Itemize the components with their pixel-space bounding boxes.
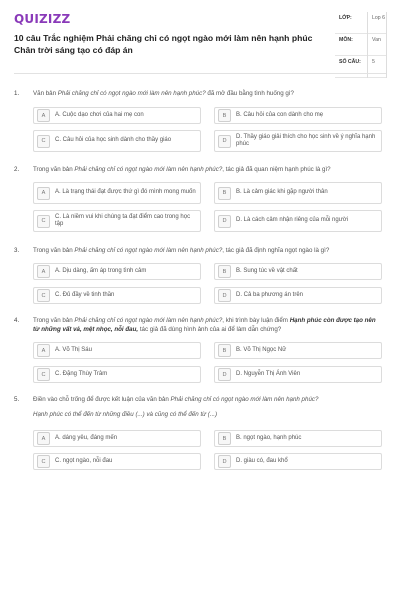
option-a[interactable] — [33, 182, 201, 204]
option-d[interactable] — [214, 130, 382, 152]
option-d[interactable] — [214, 287, 382, 304]
option-text: B. Võ Thị Ngọc Nữ — [236, 346, 287, 353]
option-c[interactable] — [33, 453, 201, 470]
option-c[interactable] — [33, 366, 201, 383]
question-text-part: đã mở đầu bằng tình huống gì? — [205, 90, 295, 97]
option-text: B. Là cảm giác khi gặp người thân — [236, 189, 328, 196]
option-letter: C — [37, 215, 50, 228]
option-letter: B — [218, 109, 231, 122]
question-text — [33, 90, 378, 99]
option-text: D. Cả ba phương án trên — [236, 291, 303, 298]
option-text: C. Câu hỏi của học sinh dành cho thầy giáo — [55, 137, 172, 144]
option-a[interactable] — [33, 107, 201, 124]
option-a[interactable] — [33, 263, 201, 280]
meta-class-label: LỚP: — [339, 15, 352, 21]
option-letter: A — [37, 187, 50, 200]
option-letter: B — [218, 187, 231, 200]
option-c[interactable] — [33, 210, 201, 232]
question-text-part: Phải chăng chỉ có ngọt ngào mới làm nên hạnh phúc? — [74, 166, 223, 173]
meta-class-row — [335, 12, 387, 34]
question-text-part: , tác giả đã định nghĩa ngọt ngào là gì? — [222, 247, 330, 254]
question-text — [33, 396, 378, 405]
question-text — [33, 247, 378, 256]
option-b[interactable] — [214, 430, 382, 447]
option-c[interactable] — [33, 130, 201, 152]
option-d[interactable] — [214, 453, 382, 470]
question-text-part: Điền vào chỗ trống để được kết luận của văn bản — [33, 396, 171, 403]
option-text: D. Là cách cảm nhận riêng của mỗi người — [236, 217, 349, 224]
question-number: 5. — [14, 396, 20, 403]
option-text: D. giàu có, đau khổ — [236, 457, 288, 464]
option-letter: C — [37, 135, 50, 148]
option-letter: D — [218, 368, 231, 381]
question-text-part: Trong văn bản — [33, 166, 75, 173]
meta-subject-row — [335, 34, 387, 56]
option-text: B. ngọt ngào, hạnh phúc — [236, 434, 302, 441]
option-text: A. Dịu dàng, ấm áp trong tình cảm — [55, 267, 147, 274]
worksheet-title: 10 câu Trắc nghiệm Phải chăng chỉ có ngọt ngào mới làm nên hạnh phúc Chân trời sáng tạo có đáp án — [14, 33, 313, 55]
question-text-part: , khi trình bày luận điểm — [222, 317, 290, 324]
option-letter: C — [37, 455, 50, 468]
question-number: 2. — [14, 166, 20, 173]
question-text-part: Văn bản — [33, 90, 58, 97]
question-text-part: tác giả đã dùng hình ảnh của ai để làm dẫn chứng? — [138, 325, 282, 333]
option-letter: D — [218, 455, 231, 468]
option-letter: C — [37, 289, 50, 302]
option-letter: A — [37, 432, 50, 445]
option-text: B. Câu hỏi của con dành cho mẹ — [236, 111, 324, 118]
option-letter: A — [37, 109, 50, 122]
question-number: 4. — [14, 317, 20, 324]
question-text-part: Trong văn bản — [33, 317, 75, 324]
option-c[interactable] — [33, 287, 201, 304]
option-letter: D — [218, 135, 231, 148]
question-number: 1. — [14, 90, 20, 97]
question-text-part: Phải chăng chỉ có ngọt ngào mới làm nên hạnh phúc? — [74, 317, 223, 324]
option-text: D. Nguyễn Thị Ánh Viên — [236, 370, 301, 377]
question-subtext: Hạnh phúc có thể đến từ những điều (...) và cũng có thể đến từ (...) — [33, 411, 218, 418]
meta-subject-label: MÔN: — [339, 37, 353, 43]
option-letter: C — [37, 368, 50, 381]
option-d[interactable] — [214, 210, 382, 232]
option-text: C. Đặng Thùy Trâm — [55, 370, 108, 377]
meta-class-value: Lop 6 — [372, 15, 385, 21]
option-letter: A — [37, 265, 50, 278]
meta-subject-value: Van — [372, 37, 381, 43]
header-divider — [14, 73, 386, 74]
option-text: A. Là trạng thái đạt được thứ gì đó mình mong muốn — [55, 189, 196, 196]
option-text: A. Cuộc dạo chơi của hai mẹ con — [55, 111, 144, 118]
option-text: C. Là niềm vui khi chúng ta đạt điểm cao trong học tập — [55, 213, 191, 227]
question-number: 3. — [14, 247, 20, 254]
option-text: A. Võ Thị Sáu — [55, 346, 92, 353]
option-text: B. Sung túc về vật chất — [236, 267, 298, 274]
question-text-part: Hạnh phúc còn được tạo nên từ những vất vả, mệt nhọc, nỗi đau, — [33, 317, 376, 333]
quizizz-logo: QUIZIZZ — [14, 12, 71, 26]
option-b[interactable] — [214, 182, 382, 204]
option-a[interactable] — [33, 430, 201, 447]
option-letter: B — [218, 432, 231, 445]
meta-count-value: 5 — [372, 59, 375, 65]
option-letter: B — [218, 344, 231, 357]
option-b[interactable] — [214, 263, 382, 280]
option-letter: A — [37, 344, 50, 357]
option-letter: D — [218, 215, 231, 228]
option-a[interactable] — [33, 342, 201, 359]
option-b[interactable] — [214, 342, 382, 359]
meta-count-label: SỐ CÂU: — [339, 59, 361, 65]
option-letter: D — [218, 289, 231, 302]
question-text-part: Phải chăng chỉ có ngọt ngào mới làm nên hạnh phúc? — [74, 247, 223, 254]
option-text: D. Thầy giáo giải thích cho học sinh về ý nghĩa hạnh phúc — [236, 133, 376, 147]
question-text-part: Trong văn bản — [33, 247, 75, 254]
worksheet-meta — [335, 12, 387, 78]
question-text-part: Phải chăng chỉ có ngọt ngào mới làm nên hạnh phúc? — [57, 90, 206, 97]
question-text-part: , tác giả đã quan niệm hạnh phúc là gì? — [222, 166, 331, 173]
option-letter: B — [218, 265, 231, 278]
option-text: A. dáng yêu, đáng mến — [55, 434, 118, 441]
option-text: C. ngọt ngào, nỗi đau — [55, 457, 113, 464]
meta-count-row — [335, 56, 387, 78]
question-text-part: Phải chăng chỉ có ngọt ngào mới làm nên hạnh phúc? — [170, 396, 319, 403]
question-text — [33, 317, 378, 334]
option-text: C. Đủ đầy về tinh thần — [55, 291, 115, 298]
question-text — [33, 166, 378, 175]
option-b[interactable] — [214, 107, 382, 124]
option-d[interactable] — [214, 366, 382, 383]
